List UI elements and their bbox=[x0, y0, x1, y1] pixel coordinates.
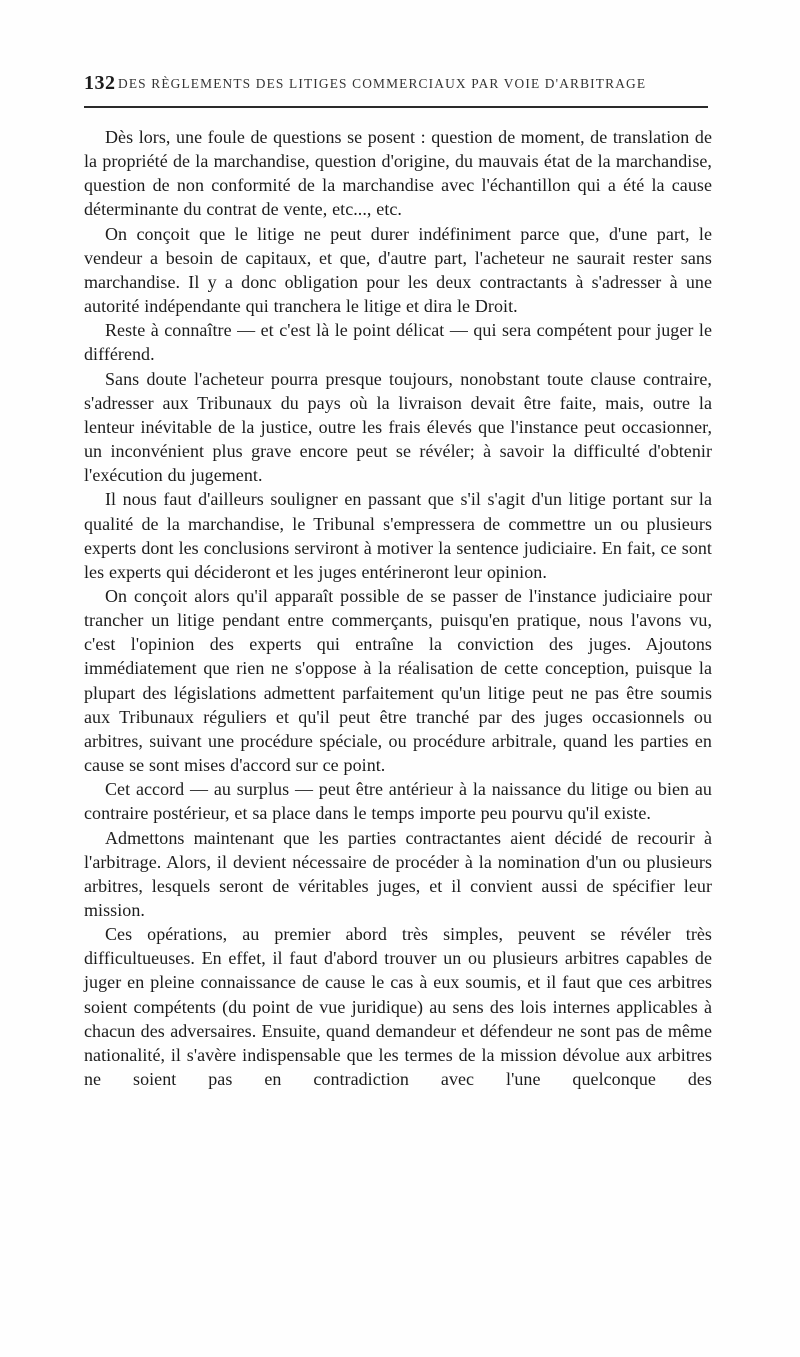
paragraph: On conçoit alors qu'il apparaît possible de se passer de l'instance judiciaire pour trancher un litige pendant entre commerçants, puisqu'en pratique, nous l'avons vu, c'est l'opinion des experts qui entraîne la conviction des juges. Ajoutons immédiatement que rien ne s'oppose à la réalisation de cette conception, puisque la plupart des législations admettent parfaitement qu'un litige peut ne pas être soumis aux Tribunaux réguliers et qu'il peut être tranché par des juges occasionnels ou arbitres, suivant une procédure spéciale, ou procédure arbitrale, quand les parties en cause se sont mises d'accord sur ce point. bbox=[84, 585, 712, 776]
page-header bbox=[84, 72, 708, 100]
paragraph: Ces opérations, au premier abord très simples, peuvent se révéler très difficultueuses. En effet, il faut d'abord trouver un ou plusieurs arbitres capables de juger en pleine connaissance de cause le cas à eux soumis, et il faut que ces arbitres soient compétents (du point de vue juridique) au sens des lois internes applicables à chacun des adversaires. Ensuite, quand demandeur et défendeur ne sont pas de même nationalité, il s'avère indispensable que les termes de la mission dévolue aux arbitres ne soient pas en contradiction avec l'une quelconque des bbox=[84, 924, 712, 1090]
page-number: 132 bbox=[84, 72, 116, 94]
paragraph: Cet accord — au surplus — peut être antérieur à la naissance du litige ou bien au contraire postérieur, et sa place dans le temps importe peu pourvu qu'il existe. bbox=[84, 779, 712, 824]
header-rule bbox=[84, 106, 708, 108]
paragraph: Reste à connaître — et c'est là le point délicat — qui sera compétent pour juger le différend. bbox=[84, 320, 712, 365]
paragraph: Dès lors, une foule de questions se posent : question de moment, de translation de la propriété de la marchandise, question d'origine, du mauvais état de la marchandise, question de non conformité de la marchandise avec l'échantillon qui a été la cause déterminante du contrat de vente, etc..., etc. bbox=[84, 127, 712, 220]
paragraph: Il nous faut d'ailleurs souligner en passant que s'il s'agit d'un litige portant sur la qualité de la marchandise, le Tribunal s'empressera de commettre un ou plusieurs experts dont les conclusions serviront à motiver la sentence judiciaire. En fait, ce sont les experts qui décideront et les juges entérineront leur opinion. bbox=[84, 489, 712, 582]
paragraph: On conçoit que le litige ne peut durer indéfiniment parce que, d'une part, le vendeur a besoin de capitaux, et que, d'autre part, l'acheteur ne saurait rester sans marchandise. Il y a donc obligation pour les deux contractants à s'adresser à une autorité indépendante qui tranchera le litige et dira le Droit. bbox=[84, 223, 712, 317]
running-head: DES RÈGLEMENTS DES LITIGES COMMERCIAUX PAR VOIE D'ARBITRAGE bbox=[118, 76, 647, 91]
paragraph: Sans doute l'acheteur pourra presque toujours, nonobstant toute clause contraire, s'adresser aux Tribunaux du pays où la livraison devait être faite, mais, outre la lenteur inévitable de la justice, outre les frais élevés que l'instance peut occasionner, un inconvénient plus grave encore peut se révéler; à savoir la difficulté d'obtenir l'exécution du jugement. bbox=[84, 368, 712, 486]
paragraph: Admettons maintenant que les parties contractantes aient décidé de recourir à l'arbitrage. Alors, il devient nécessaire de procéder à la nomination d'un ou plusieurs arbitres, lesquels seront de véritables juges, et il convient aussi de spécifier leur mission. bbox=[84, 827, 712, 920]
body-text bbox=[84, 125, 712, 1091]
